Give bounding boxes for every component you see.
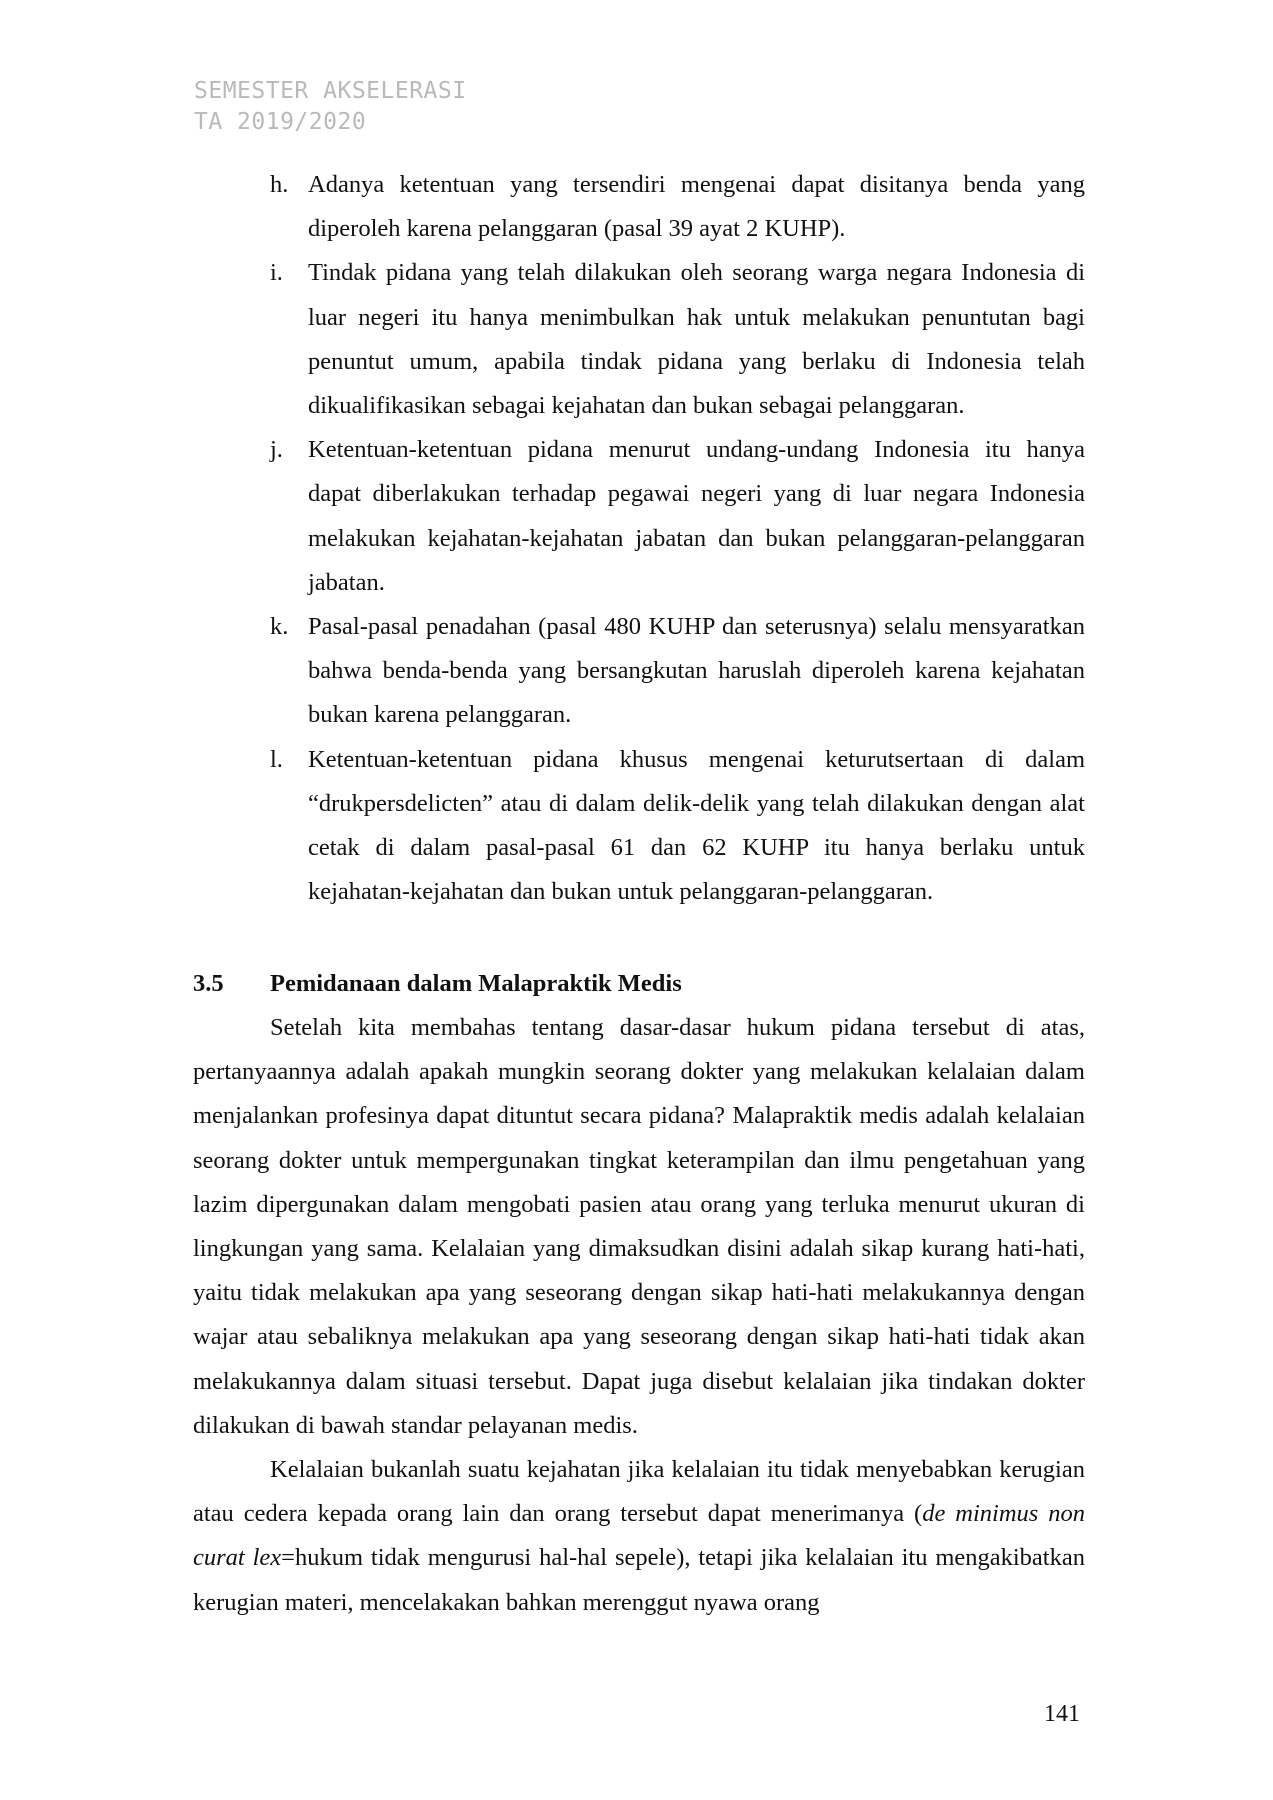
list-item-label: k. xyxy=(270,613,289,641)
list-item-text: Tindak pidana yang telah dilakukan oleh seorang warga negara Indonesia di luar negeri itu hanya menimbulkan hak untuk melakukan penuntutan bagi penuntut umum, apabila tindak pidana yang berlaku di Indonesia telah dikualifikasikan sebagai kejahatan dan bukan sebagai pelanggaran. xyxy=(308,259,1085,420)
list-item-label: j. xyxy=(270,436,283,464)
list-item-l xyxy=(270,738,1085,915)
list-item-i xyxy=(270,251,1085,428)
list-item-text: Adanya ketentuan yang tersendiri mengenai dapat disitanya benda yang diperoleh karena pelanggaran (pasal 39 ayat 2 KUHP). xyxy=(308,171,1085,243)
header-line-1: SEMESTER AKSELERASI xyxy=(194,78,467,104)
paragraph-1: Setelah kita membahas tentang dasar-dasar hukum pidana tersebut di atas, pertanyaannya adalah apakah mungkin seorang dokter yang melakukan kelalaian dalam menjalankan profesinya dapat dituntut secara pidana? Malapraktik medis adalah kelalaian seorang dokter untuk mempergunakan tingkat keterampilan dan ilmu pengetahuan yang lazim dipergunakan dalam mengobati pasien atau orang yang terluka menurut ukuran di lingkungan yang sama. Kelalaian yang dimaksudkan disini adalah sikap kurang hati-hati, yaitu tidak melakukan apa yang seseorang dengan sikap hati-hati melakukannya dengan wajar atau sebaliknya melakukan apa yang seseorang dengan sikap hati-hati tidak akan melakukannya dalam situasi tersebut. Dapat juga disebut kelalaian jika tindakan dokter dilakukan di bawah standar pelayanan medis. xyxy=(193,1014,1085,1439)
list-item-h xyxy=(270,163,1085,251)
list-item-label: h. xyxy=(270,171,289,198)
criteria-list xyxy=(270,163,1085,914)
paragraph-2-text-after: =hukum tidak mengurusi hal-hal sepele), tetapi jika kelalaian itu mengakibatkan kerugian materi, mencelakakan bahkan merenggut nyawa orang xyxy=(193,1544,1085,1616)
list-item-text: Pasal-pasal penadahan (pasal 480 KUHP dan seterusnya) selalu mensyaratkan bahwa benda-benda yang bersangkutan haruslah diperoleh karena kejahatan bukan karena pelanggaran. xyxy=(308,613,1085,729)
paragraph-2-text-before: Kelalaian bukanlah suatu kejahatan jika kelalaian itu tidak menyebabkan kerugian atau cedera kepada orang lain dan orang tersebut dapat menerimanya ( xyxy=(193,1456,1085,1528)
list-item-text: Ketentuan-ketentuan pidana khusus mengenai keturutsertaan di dalam “drukpersdelicten” atau di dalam delik-delik yang telah dilakukan dengan alat cetak di dalam pasal-pasal 61 dan 62 KUHP itu hanya berlaku untuk kejahatan-kejahatan dan bukan untuk pelanggaran-pelanggaran. xyxy=(308,745,1085,906)
list-item-text: Ketentuan-ketentuan pidana menurut undang-undang Indonesia itu hanya dapat diberlakukan terhadap pegawai negeri yang di luar negara Indonesia melakukan kejahatan-kejahatan jabatan dan bukan pelanggaran-pelanggaran jabatan. xyxy=(308,436,1085,596)
paragraph-2 xyxy=(193,1448,1085,1625)
list-item-k xyxy=(270,605,1085,738)
section-3-5 xyxy=(193,962,1085,1625)
section-number: 3.5 xyxy=(193,970,224,997)
list-item-j xyxy=(270,428,1085,605)
running-header xyxy=(194,76,467,138)
list-item-label: i. xyxy=(270,259,283,287)
list-item-label: l. xyxy=(270,745,283,773)
page-number: 141 xyxy=(1044,1701,1080,1727)
section-title: Pemidanaan dalam Malapraktik Medis xyxy=(270,970,682,997)
header-line-2: TA 2019/2020 xyxy=(194,109,367,135)
section-heading xyxy=(193,962,1085,1006)
latin-phrase: de minimus non curat lex xyxy=(193,1500,1085,1572)
